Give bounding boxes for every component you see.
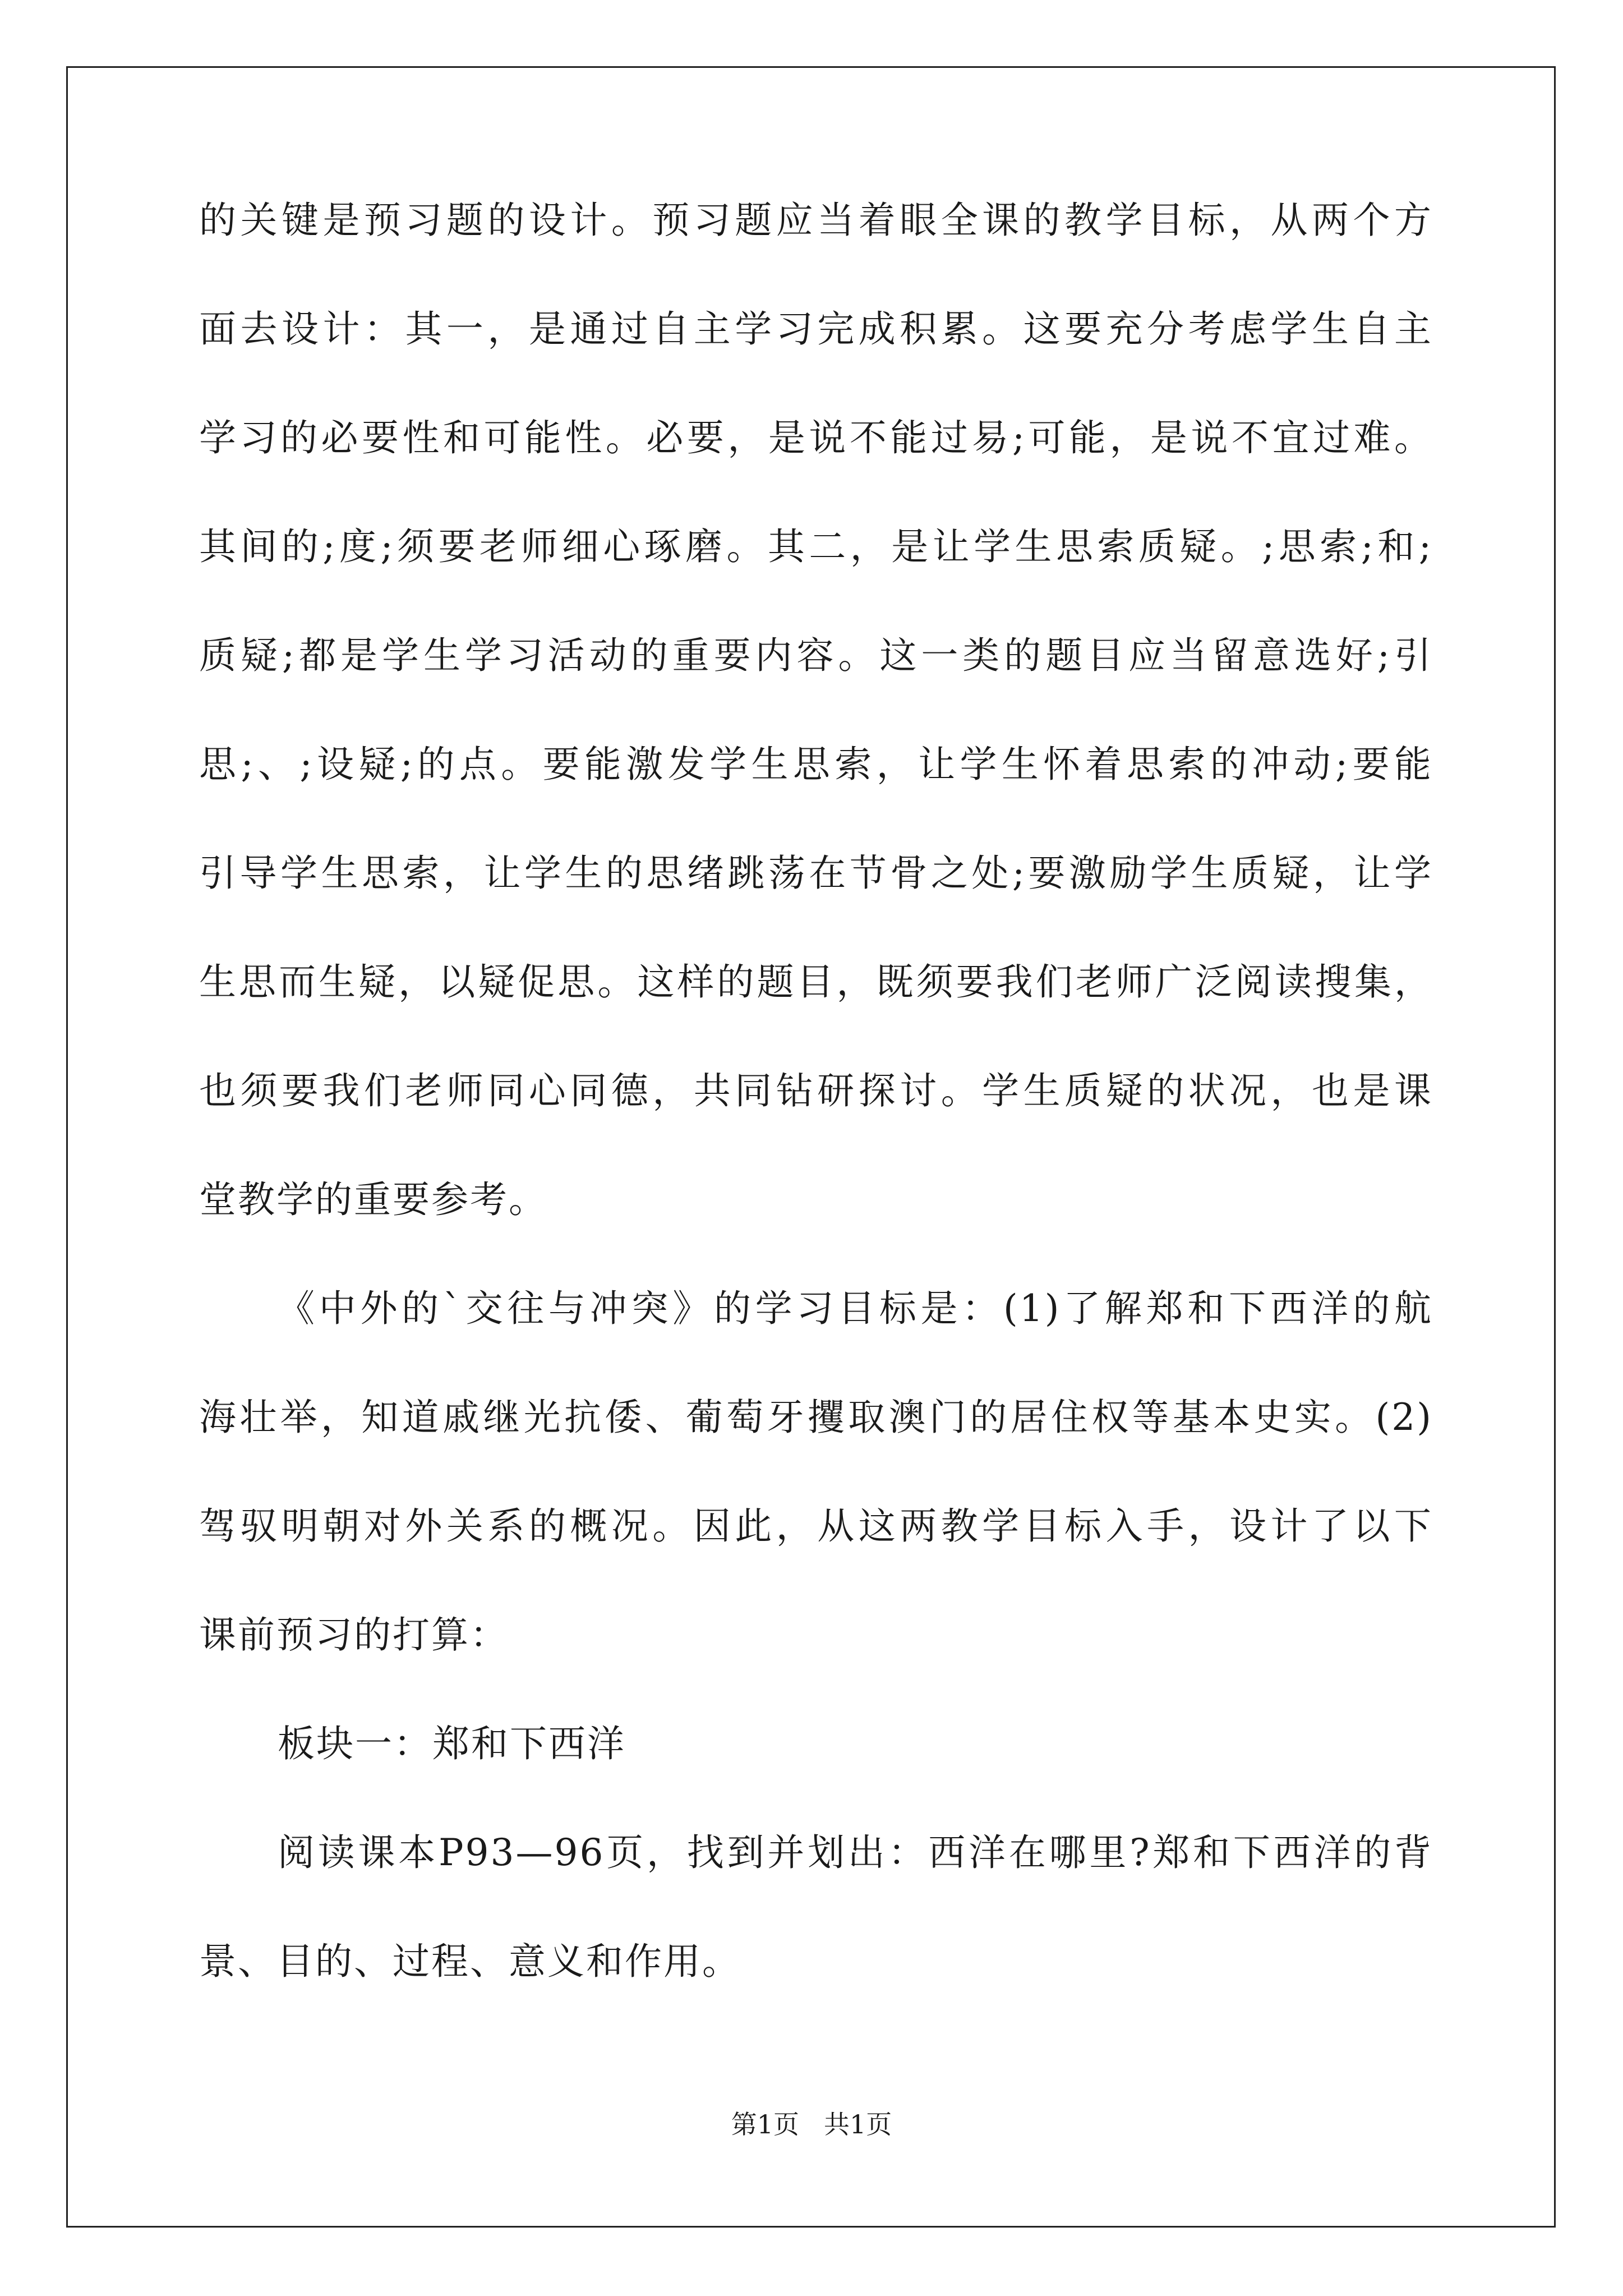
page-number: 第1页	[731, 2109, 800, 2139]
body-line: 面去设计：其一，是通过自主学习完成积累。这要充分考虑学生自主	[199, 307, 1433, 351]
body-line: 课前预习的打算：	[199, 1613, 509, 1657]
body-line: 质疑;都是学生学习活动的重要内容。这一类的题目应当留意选好;引	[199, 634, 1433, 677]
document-body	[199, 194, 1433, 2044]
body-line: 也须要我们老师同心同德，共同钻研探讨。学生质疑的状况，也是课	[199, 1069, 1433, 1112]
body-line: 《中外的`交往与冲突》的学习目标是：(1)了解郑和下西洋的航	[278, 1287, 1433, 1330]
body-line: 景、目的、过程、意义和作用。	[199, 1940, 741, 1983]
body-line: 生思而生疑，以疑促思。这样的题目，既须要我们老师广泛阅读搜集，	[199, 960, 1433, 1004]
body-line: 驾驭明朝对外关系的概况。因此，从这两教学目标入手，设计了以下	[199, 1504, 1433, 1548]
page-footer	[0, 2108, 1623, 2141]
body-line: 堂教学的重要参考。	[199, 1178, 547, 1221]
section-heading: 板块一：郑和下西洋	[278, 1722, 626, 1765]
body-line: 引导学生思索，让学生的思绪跳荡在节骨之处;要激励学生质疑，让学	[199, 852, 1433, 895]
body-line: 海壮举，知道戚继光抗倭、葡萄牙攫取澳门的居住权等基本史实。(2)	[199, 1396, 1433, 1439]
body-line: 其间的;度;须要老师细心琢磨。其二，是让学生思索质疑。;思索;和;	[199, 525, 1433, 568]
body-line: 阅读课本P93—96页，找到并划出：西洋在哪里?郑和下西洋的背	[278, 1831, 1433, 1874]
total-pages: 共1页	[823, 2109, 892, 2139]
body-line: 思;、;设疑;的点。要能激发学生思索，让学生怀着思索的冲动;要能	[199, 743, 1433, 786]
body-line: 学习的必要性和可能性。必要，是说不能过易;可能，是说不宜过难。	[199, 416, 1433, 459]
body-line: 的关键是预习题的设计。预习题应当着眼全课的教学目标，从两个方	[199, 199, 1433, 242]
